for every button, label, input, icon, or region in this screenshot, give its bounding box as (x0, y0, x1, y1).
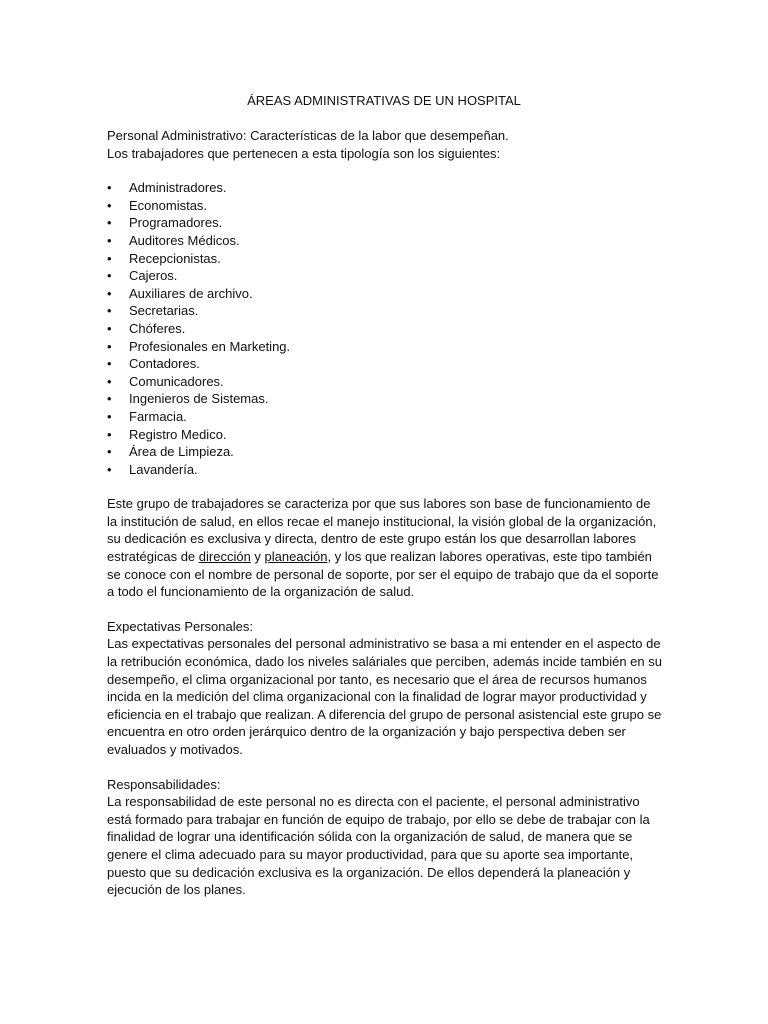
bullet-icon: • (107, 461, 112, 477)
responsibilities-paragraph: La responsabilidad de este personal no es directa con el paciente, el personal administrativo está formado para trabajar en función de equipo de trabajo, por ello se debe de trabajar con la finalidad de lograr una identificación sólida con la organización de salud, de manera que se genere el clima adecuado para su mayor productividad, para que su aporte sea importante, puesto que su dedicación exclusiva es la organización. De ellos dependerá la planeación y ejecución de los planes. (107, 794, 650, 898)
list-item-label: Profesionales en Marketing. (129, 338, 291, 354)
list-item-label: Cajeros. (129, 268, 178, 284)
list-item (107, 214, 662, 232)
link-planeacion[interactable]: planeación (264, 549, 328, 565)
list-item (107, 390, 662, 408)
link-direccion[interactable]: dirección (198, 549, 251, 565)
bullet-icon: • (107, 338, 112, 354)
document-body (107, 127, 662, 899)
list-item (107, 338, 662, 356)
list-item-label: Economistas. (129, 197, 208, 213)
intro-block (107, 127, 662, 162)
list-item-label: Auditores Médicos. (129, 232, 240, 248)
list-item-label: Auxiliares de archivo. (129, 285, 253, 301)
bullet-icon: • (107, 232, 112, 248)
list-item-label: Área de Limpieza. (129, 444, 234, 460)
list-item (107, 355, 662, 373)
list-item (107, 302, 662, 320)
paragraph-description-text-3: , y los que realizan labores operativas, este tipo también se conoce con el nombre de personal de soporte, por ser el equipo de trabajo que da el soporte a todo el funcionamiento de la organización de salud. (107, 549, 659, 600)
paragraph-description-text-1: Este grupo de trabajadores se caracteriza por que sus labores son base de funcionamiento de la institución de salud, en ellos recae el manejo institucional, la visión global de la organización, su dedicación es exclusiva y directa, dentro de este grupo están los que desarrollan labores estratégicas de (107, 496, 657, 565)
bullet-icon: • (107, 391, 112, 407)
list-item-label: Comunicadores. (129, 373, 224, 389)
list-item (107, 443, 662, 461)
bullet-icon: • (107, 268, 112, 284)
roles-list (107, 179, 662, 478)
expectations-heading: Expectativas Personales: (107, 618, 253, 634)
document-title: ÁREAS ADMINISTRATIVAS DE UN HOSPITAL (247, 93, 521, 108)
bullet-icon: • (107, 215, 112, 231)
list-item-label: Farmacia. (129, 408, 187, 424)
expectations-paragraph: Las expectativas personales del personal administrativo se basa a mi entender en el aspecto de la retribución económica, dado los niveles saláriales que perciben, además incide también en su desempeño, el clima organizacional por tanto, es necesario que el área de recursos humanos incida en la medición del clima organizacional con la finalidad de lograr mayor productividad y eficiencia en el trabajo que realizan. A diferencia del grupo de personal asistencial este grupo se encuentra en otro orden jerárquico dentro de la organización y bajo perspectiva deben ser evaluados y motivados. (107, 636, 662, 757)
intro-line-2: Los trabajadores que pertenecen a esta tipología son los siguientes: (107, 145, 501, 161)
bullet-icon: • (107, 373, 112, 389)
intro-line-1: Personal Administrativo: Características de la labor que desempeñan. (107, 128, 509, 143)
list-item (107, 426, 662, 444)
list-item (107, 285, 662, 303)
paragraph-description (107, 495, 662, 601)
list-item (107, 461, 662, 479)
list-item (107, 320, 662, 338)
list-item-label: Contadores. (129, 356, 200, 372)
bullet-icon: • (107, 320, 112, 336)
list-item-label: Programadores. (129, 215, 223, 231)
list-item (107, 408, 662, 426)
list-item-label: Chóferes. (129, 320, 186, 336)
list-item-label: Ingenieros de Sistemas. (129, 391, 269, 407)
bullet-icon: • (107, 250, 112, 266)
bullet-icon: • (107, 197, 112, 213)
bullet-icon: • (107, 426, 112, 442)
list-item-label: Secretarias. (129, 303, 199, 319)
paragraph-description-text-2: y (250, 549, 265, 565)
list-item (107, 179, 662, 197)
bullet-icon: • (107, 356, 112, 372)
list-item (107, 232, 662, 250)
list-item (107, 250, 662, 268)
bullet-icon: • (107, 303, 112, 319)
bullet-icon: • (107, 408, 112, 424)
list-item (107, 373, 662, 391)
list-item-label: Lavandería. (129, 461, 198, 477)
list-item (107, 267, 662, 285)
responsibilities-heading: Responsabilidades: (107, 776, 221, 792)
list-item (107, 197, 662, 215)
bullet-icon: • (107, 444, 112, 460)
bullet-icon: • (107, 180, 112, 196)
list-item-label: Administradores. (129, 180, 227, 196)
bullet-icon: • (107, 285, 112, 301)
list-item-label: Recepcionistas. (129, 250, 221, 266)
list-item-label: Registro Medico. (129, 426, 227, 442)
